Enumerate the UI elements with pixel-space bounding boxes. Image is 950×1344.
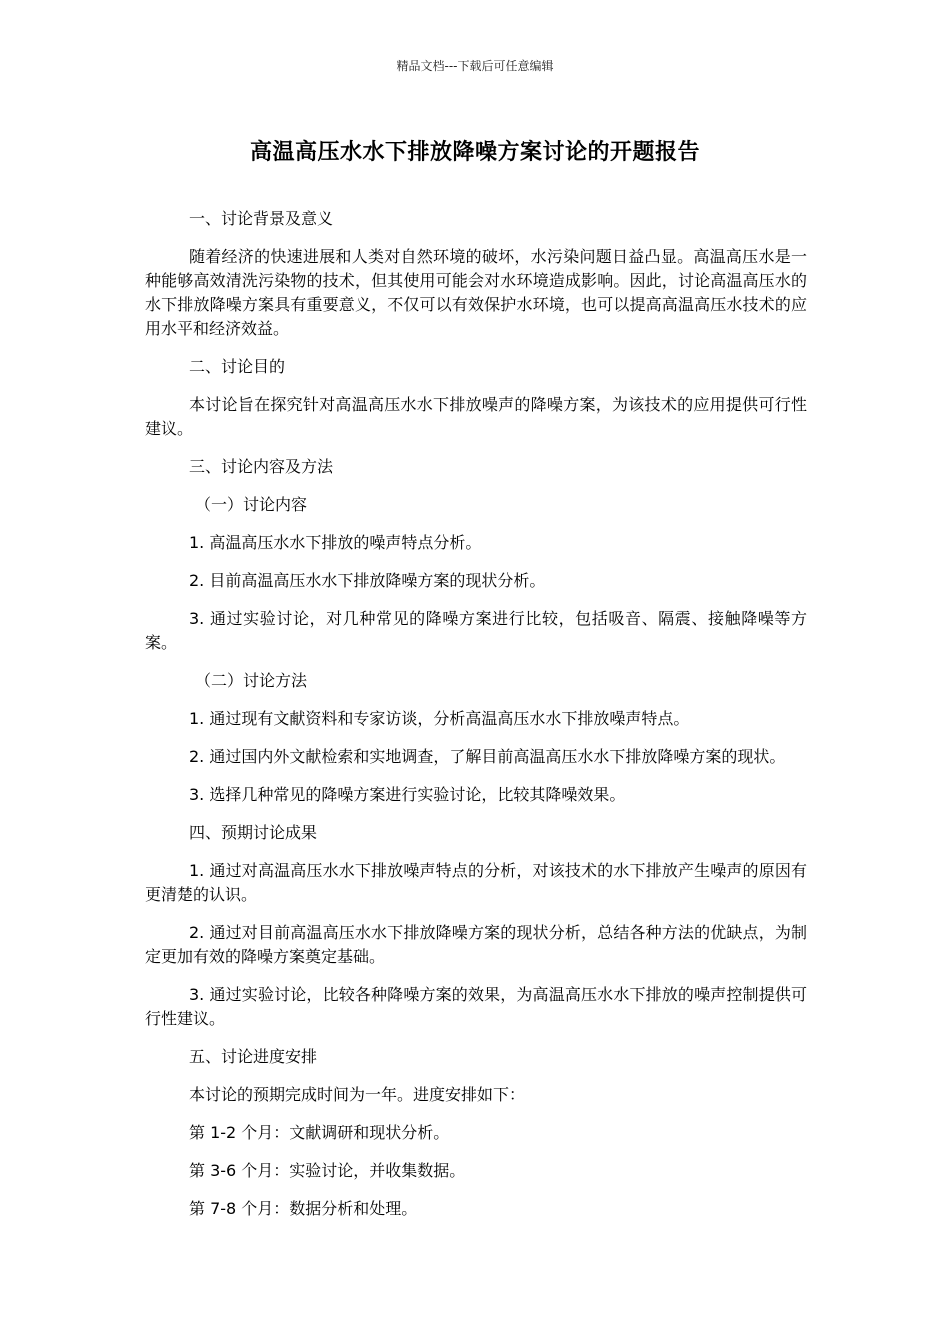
body-paragraph: 2. 通过对目前高温高压水水下排放降噪方案的现状分析，总结各种方法的优缺点，为制定更加有效的降噪方案奠定基础。 <box>145 923 807 966</box>
header-note: 精品文档---下载后可任意编辑 <box>396 59 554 73</box>
subsection-heading: （一）讨论内容 <box>195 495 308 514</box>
body-paragraph: 3. 通过实验讨论，对几种常见的降噪方案进行比较，包括吸音、隔震、接触降噪等方案。 <box>145 609 807 652</box>
body-paragraph: 本讨论的预期完成时间为一年。进度安排如下： <box>189 1085 526 1104</box>
section-heading: 一、讨论背景及意义 <box>189 209 334 228</box>
body-paragraph: 3. 通过实验讨论，比较各种降噪方案的效果，为高温高压水水下排放的噪声控制提供可行性建议。 <box>145 985 807 1028</box>
body-paragraph: 第 7-8 个月：数据分析和处理。 <box>189 1199 418 1218</box>
subsection-heading: （二）讨论方法 <box>195 671 308 690</box>
body-paragraph: 1. 通过现有文献资料和专家访谈，分析高温高压水水下排放噪声特点。 <box>189 709 690 728</box>
body-paragraph: 第 3-6 个月：实验讨论，并收集数据。 <box>189 1161 466 1180</box>
body-paragraph: 3. 选择几种常见的降噪方案进行实验讨论，比较其降噪效果。 <box>189 785 626 804</box>
section-heading: 四、预期讨论成果 <box>189 823 318 842</box>
body-paragraph: 随着经济的快速进展和人类对自然环境的破坏，水污染问题日益凸显。高温高压水是一种能够高效清洗污染物的技术，但其使用可能会对水环境造成影响。因此，讨论高温高压水的水下排放降噪方案具有重要意义，不仅可以有效保护水环境，也可以提高高温高压水技术的应用水平和经济效益。 <box>145 247 807 338</box>
body-paragraph: 2. 通过国内外文献检索和实地调查，了解目前高温高压水水下排放降噪方案的现状。 <box>189 747 786 766</box>
section-heading: 五、讨论进度安排 <box>189 1047 318 1066</box>
body-paragraph: 1. 通过对高温高压水水下排放噪声特点的分析，对该技术的水下排放产生噪声的原因有更清楚的认识。 <box>145 861 807 904</box>
body-paragraph: 1. 高温高压水水下排放的噪声特点分析。 <box>189 533 482 552</box>
section-heading: 三、讨论内容及方法 <box>189 457 334 476</box>
body-paragraph: 2. 目前高温高压水水下排放降噪方案的现状分析。 <box>189 571 546 590</box>
body-paragraph: 第 1-2 个月：文献调研和现状分析。 <box>189 1123 450 1142</box>
document-title: 高温高压水水下排放降噪方案讨论的开题报告 <box>249 140 700 165</box>
document-body <box>145 207 807 1235</box>
body-paragraph: 本讨论旨在探究针对高温高压水水下排放噪声的降噪方案，为该技术的应用提供可行性建议。 <box>145 395 807 438</box>
section-heading: 二、讨论目的 <box>189 357 286 376</box>
